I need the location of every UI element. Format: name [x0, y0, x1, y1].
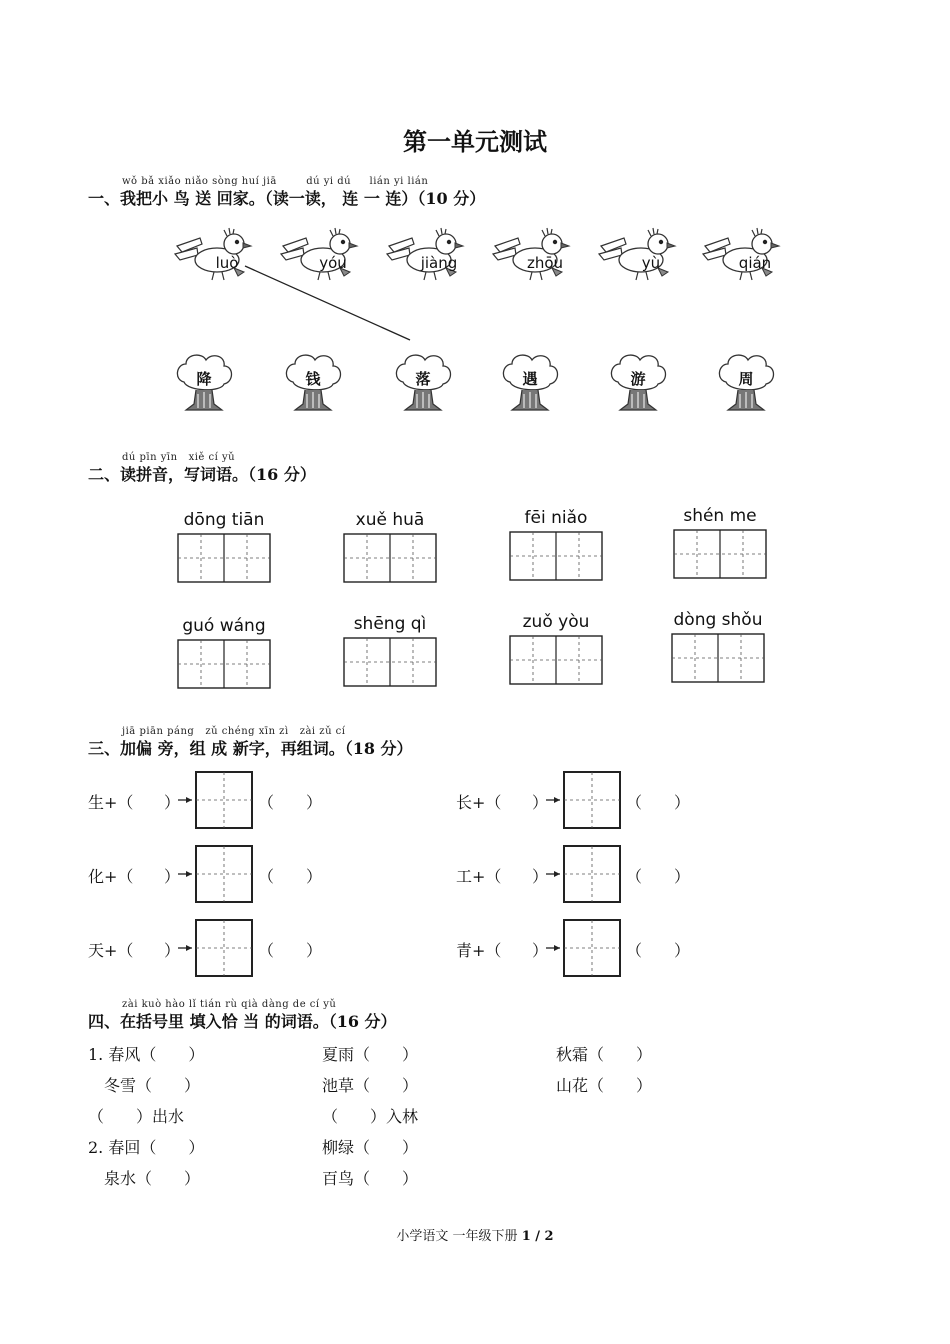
section4-heading: 四、在括号里 填入恰 当 的词语。（16 分） [88, 1012, 397, 1031]
word-paren: （ ） [626, 867, 691, 886]
grid-pinyin: dōng tiān [183, 510, 265, 530]
grid-pinyin: dòng shǒu [673, 610, 763, 630]
fill-in-item: 1. 春风（ ） [88, 1045, 205, 1064]
word-paren: （ ） [626, 793, 691, 812]
writing-grid [672, 634, 764, 682]
page-footer [0, 1225, 950, 1244]
fill-in-item: 秋霜（ ） [556, 1045, 653, 1064]
word-paren: （ ） [258, 941, 323, 960]
close-paren: ） [532, 867, 549, 886]
fill-in-item: 百鸟（ ） [322, 1169, 419, 1188]
close-paren: ） [532, 793, 549, 812]
section1-pinyin: wǒ bǎ xiǎo niǎo sòng huí jiā dú yi dú lián yi lián [122, 176, 429, 187]
fill-in-item: 2. 春回（ ） [88, 1138, 205, 1157]
section3-pinyin: jiā piān páng zǔ chéng xīn zì zài zǔ cí [122, 726, 346, 737]
pinyin-grid-area [178, 530, 766, 688]
bird-row [175, 228, 779, 280]
grid-pinyin: shēng qì [353, 614, 427, 634]
writing-grid [344, 638, 436, 686]
section2-pinyin: dú pīn yīn xiě cí yǔ [122, 452, 236, 463]
character-box [178, 772, 252, 828]
writing-grid [510, 636, 602, 684]
fill-in-item: 池草（ ） [322, 1076, 419, 1095]
radical-item: 工+（ [456, 867, 502, 886]
section4-pinyin: zài kuò hào lǐ tián rù qià dàng de cí yǔ [122, 999, 337, 1010]
character-box [546, 846, 620, 902]
grid-pinyin: fēi niǎo [524, 508, 588, 528]
radical-item: 生+（ [88, 793, 134, 812]
grid-pinyin: zuǒ yòu [522, 612, 590, 632]
fill-in-item: 山花（ ） [556, 1076, 653, 1095]
bird-pinyin: zhōu [526, 254, 564, 272]
writing-grid [344, 534, 436, 582]
radical-item: 化+（ [88, 867, 134, 886]
tree-row [177, 355, 773, 410]
fill-in-item: 泉水（ ） [88, 1169, 201, 1188]
close-paren: ） [532, 941, 549, 960]
writing-grid [178, 640, 270, 688]
word-paren: （ ） [626, 941, 691, 960]
radical-box-area [178, 772, 620, 976]
fill-in-item: 柳绿（ ） [322, 1138, 419, 1157]
radical-item: 青+（ [456, 941, 502, 960]
close-paren: ） [164, 793, 181, 812]
word-paren: （ ） [258, 867, 323, 886]
bird-pinyin: luò [215, 254, 239, 272]
grid-pinyin: guó wáng [182, 616, 266, 636]
writing-grid [510, 532, 602, 580]
tree-character: 降 [196, 370, 212, 388]
character-box [546, 920, 620, 976]
tree-character: 周 [738, 370, 754, 388]
fill-in-item: （ ）入林 [322, 1107, 419, 1126]
grid-pinyin: xuě huā [355, 510, 425, 530]
tree-character: 钱 [305, 370, 321, 388]
footer-text: 小学语文 一年级下册 [396, 1229, 518, 1244]
tree-character: 遇 [522, 370, 538, 388]
character-box [178, 920, 252, 976]
fill-in-item: 冬雪（ ） [88, 1076, 201, 1095]
section3-heading: 三、加偏 旁，组 成 新字，再组词。（18 分） [88, 739, 413, 758]
connect-line [245, 266, 410, 340]
section1-heading: 一、我把小 鸟 送 回家。（读一读， 连 一 连）（10 分） [88, 189, 486, 208]
word-paren: （ ） [258, 793, 323, 812]
bird-pinyin: qián [738, 254, 772, 272]
tree-character: 落 [415, 370, 431, 388]
character-box [178, 846, 252, 902]
grid-pinyin: shén me [683, 506, 757, 526]
bird-pinyin: jiàng [420, 254, 458, 272]
bird-pinyin: yóu [319, 254, 347, 272]
radical-item: 天+（ [88, 941, 134, 960]
writing-grid [674, 530, 766, 578]
section2-heading: 二、读拼音，写词语。（16 分） [88, 465, 316, 484]
bird-pinyin: yù [641, 254, 661, 272]
radical-item: 长+（ [456, 793, 502, 812]
page-number: 1 / 2 [521, 1229, 554, 1244]
close-paren: ） [164, 941, 181, 960]
writing-grid [178, 534, 270, 582]
character-box [546, 772, 620, 828]
fill-in-item: 夏雨（ ） [322, 1045, 419, 1064]
page-title: 第一单元测试 [403, 127, 547, 156]
fill-in-item: （ ）出水 [88, 1107, 185, 1126]
close-paren: ） [164, 867, 181, 886]
tree-character: 游 [630, 370, 646, 388]
